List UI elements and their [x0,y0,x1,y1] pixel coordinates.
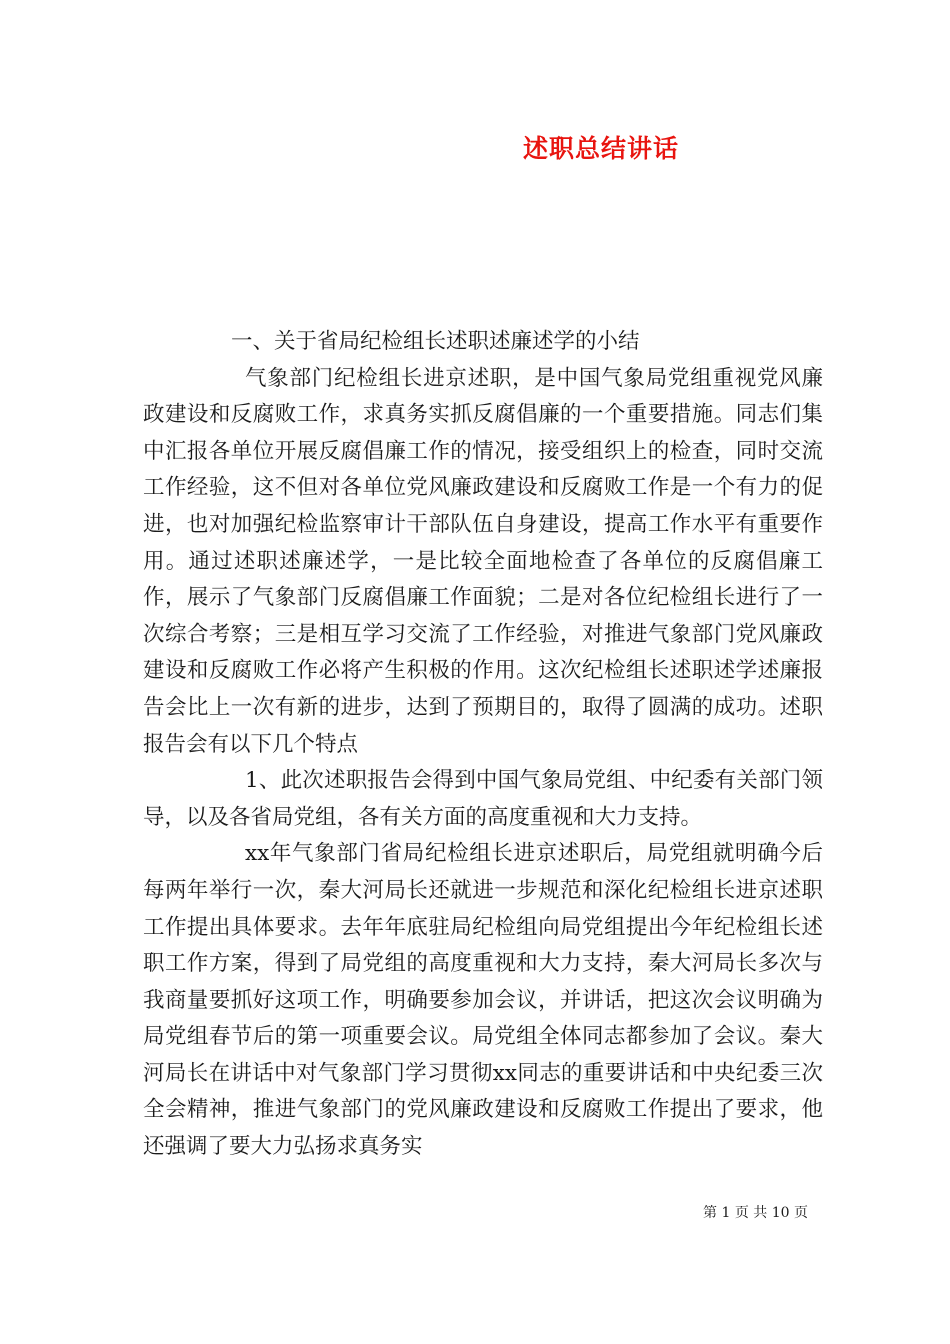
page-number-footer: 第 1 页 共 10 页 [703,1205,808,1221]
section-heading: 一、关于省局纪检组长述职述廉述学的小结 [231,329,640,354]
document-body [143,324,823,1166]
paragraph: xx年气象部门省局纪检组长进京述职后，局党组就明确今后每两年举行一次，秦大河局长还就进一步规范和深化纪检组长进京述职工作提出具体要求。去年年底驻局纪检组向局党组提出今年纪检组长述职工作方案，得到了局党组的高度重视和大力支持，秦大河局长多次与我商量要抓好这项工作，明确要参加会议，并讲话，把这次会议明确为局党组春节后的第一项重要会议。局党组全体同志都参加了会议。秦大河局长在讲话中对气象部门学习贯彻xx同志的重要讲话和中央纪委三次全会精神，推进气象部门的党风廉政建设和反腐败工作提出了要求，他还强调了要大力弘扬求真务实 [143,841,823,1160]
paragraph: 气象部门纪检组长进京述职，是中国气象局党组重视党风廉政建设和反腐败工作，求真务实抓反腐倡廉的一个重要措施。同志们集中汇报各单位开展反腐倡廉工作的情况，接受组织上的检查，同时交流工作经验，这不但对各单位党风廉政建设和反腐败工作是一个有力的促进，也对加强纪检监察审计干部队伍自身建设，提高工作水平有重要作用。通过述职述廉述学，一是比较全面地检查了各单位的反腐倡廉工作，展示了气象部门反腐倡廉工作面貌；二是对各位纪检组长进行了一次综合考察；三是相互学习交流了工作经验，对推进气象部门党风廉政建设和反腐败工作必将产生积极的作用。这次纪检组长述职述学述廉报告会比上一次有新的进步，达到了预期目的，取得了圆满的成功。述职报告会有以下几个特点 [143,365,823,757]
document-title: 述职总结讲话 [522,134,679,163]
paragraph: 1、此次述职报告会得到中国气象局党组、中纪委有关部门领导，以及各省局党组，各有关方面的高度重视和大力支持。 [143,768,823,830]
